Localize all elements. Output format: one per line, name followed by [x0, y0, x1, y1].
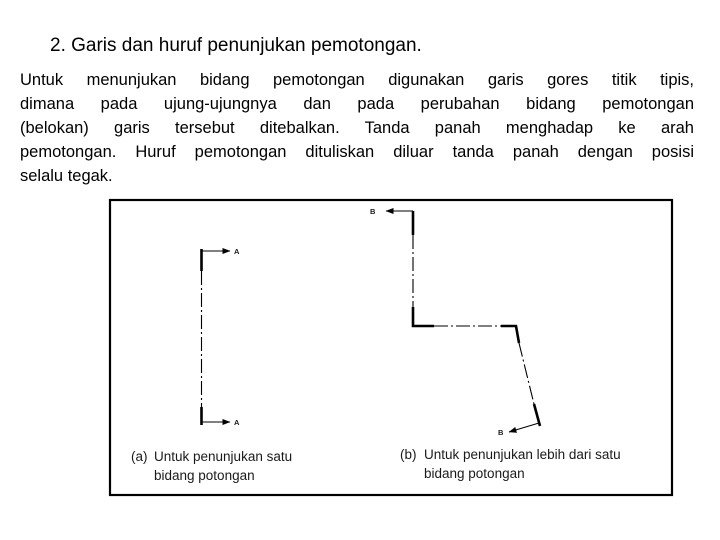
paragraph-line: Untuk menunjukan bidang pemotongan digunakan garis gores titik tipis, — [20, 71, 694, 89]
figure-drawing — [108, 197, 675, 497]
marker-a-top: A — [234, 247, 240, 256]
paragraph-line: (belokan) garis tersebut ditebalkan. Tanda panah menghadap ke arah — [20, 119, 694, 137]
caption-a-tag: (a) — [131, 449, 148, 464]
marker-b-top: B — [370, 207, 376, 216]
cutting-line-b — [413, 211, 540, 426]
marker-a-bottom: A — [234, 418, 240, 427]
body-paragraph — [20, 68, 694, 188]
caption-b-line1: Untuk penunjukan lebih dari satu — [424, 447, 621, 462]
paragraph-line: pemotongan. Huruf pemotongan dituliskan diluar tanda panah dengan posisi — [20, 143, 694, 161]
section-heading: 2. Garis dan huruf penunjukan pemotongan. — [50, 35, 422, 56]
caption-b-tag: (b) — [400, 447, 417, 462]
paragraph-line: selalu tegak. — [20, 167, 113, 185]
cutting-plane-figure — [108, 197, 675, 497]
caption-a-line2: bidang potongan — [154, 468, 255, 483]
paragraph-line: dimana pada ujung-ujungnya dan pada perubahan bidang pemotongan — [20, 95, 694, 113]
caption-b-line2: bidang potongan — [424, 466, 525, 481]
caption-a-line1: Untuk penunjukan satu — [154, 449, 293, 464]
marker-b-bottom: B — [498, 428, 504, 437]
arrow-b-bottom — [509, 423, 539, 432]
